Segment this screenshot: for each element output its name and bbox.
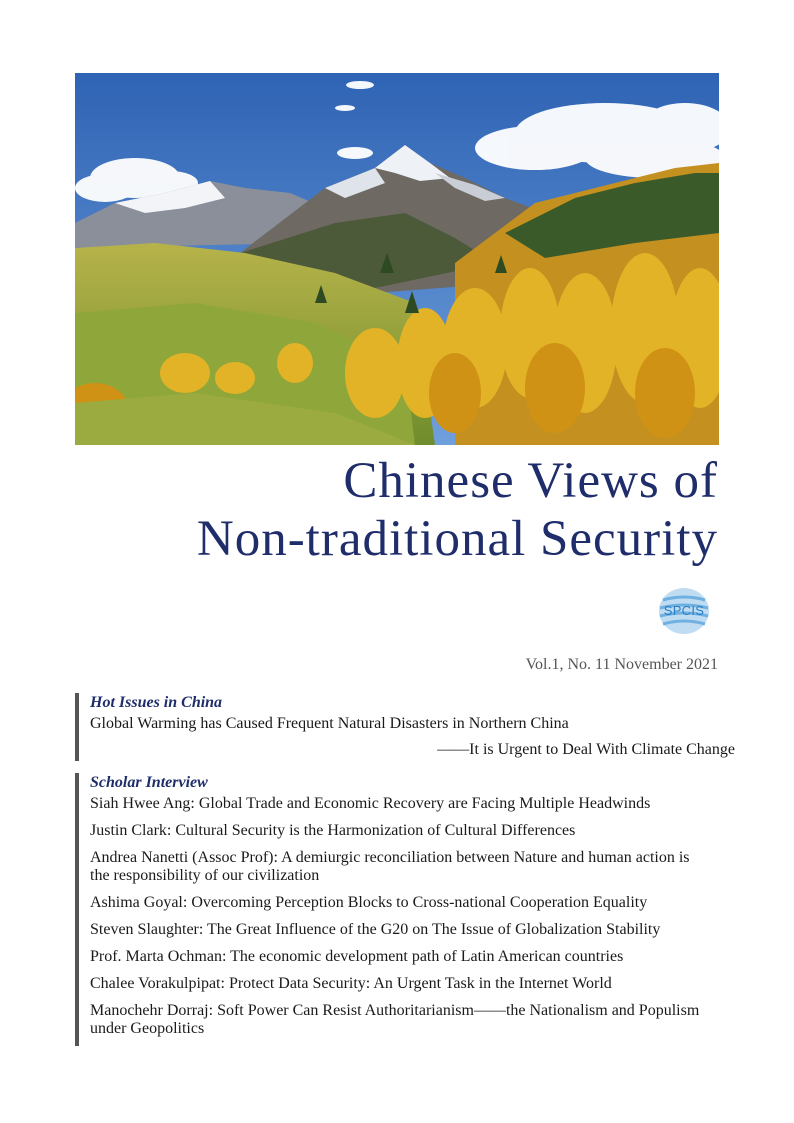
list-item[interactable]: Siah Hwee Ang: Global Trade and Economic Recovery are Facing Multiple Headwinds: [90, 795, 651, 812]
list-item[interactable]: Ashima Goyal: Overcoming Perception Blocks to Cross-national Cooperation Equality: [90, 894, 648, 911]
list-item[interactable]: Justin Clark: Cultural Security is the Harmonization of Cultural Differences: [90, 822, 576, 839]
list-item[interactable]: Manochehr Dorraj: Soft Power Can Resist Authoritarianism——the Nationalism and Populism under Geopolitics: [90, 1002, 700, 1037]
list-item[interactable]: Prof. Marta Ochman: The economic development path of Latin American countries: [90, 948, 624, 965]
spcis-logo: [657, 586, 711, 636]
list-item[interactable]: Steven Slaughter: The Great Influence of the G20 on The Issue of Globalization Stability: [90, 921, 661, 938]
title-line-2: Non-traditional Security: [196, 511, 718, 567]
issue-info: Vol.1, No. 11 November 2021: [525, 656, 718, 673]
publication-title: [197, 452, 718, 568]
article-title[interactable]: Global Warming has Caused Frequent Natural Disasters in Northern China: [90, 715, 569, 732]
list-item[interactable]: Andrea Nanetti (Assoc Prof): A demiurgic reconciliation between Nature and human action is the responsibility of our civilization: [90, 849, 690, 884]
section-heading-hot-issues: Hot Issues in China: [90, 694, 223, 711]
section-heading-scholar-interview: Scholar Interview: [90, 774, 208, 791]
logo-text: SPCIS: [663, 603, 705, 618]
list-item[interactable]: Chalee Vorakulpipat: Protect Data Security: An Urgent Task in the Internet World: [90, 975, 612, 992]
section-scholar-interview: [75, 773, 735, 1046]
mountain-autumn-landscape-icon: [75, 73, 719, 445]
article-subtitle: ——It is Urgent to Deal With Climate Change: [437, 741, 735, 758]
section-hot-issues: [75, 693, 735, 761]
cover-photo: [75, 73, 719, 445]
title-line-1: Chinese Views of: [343, 453, 718, 509]
